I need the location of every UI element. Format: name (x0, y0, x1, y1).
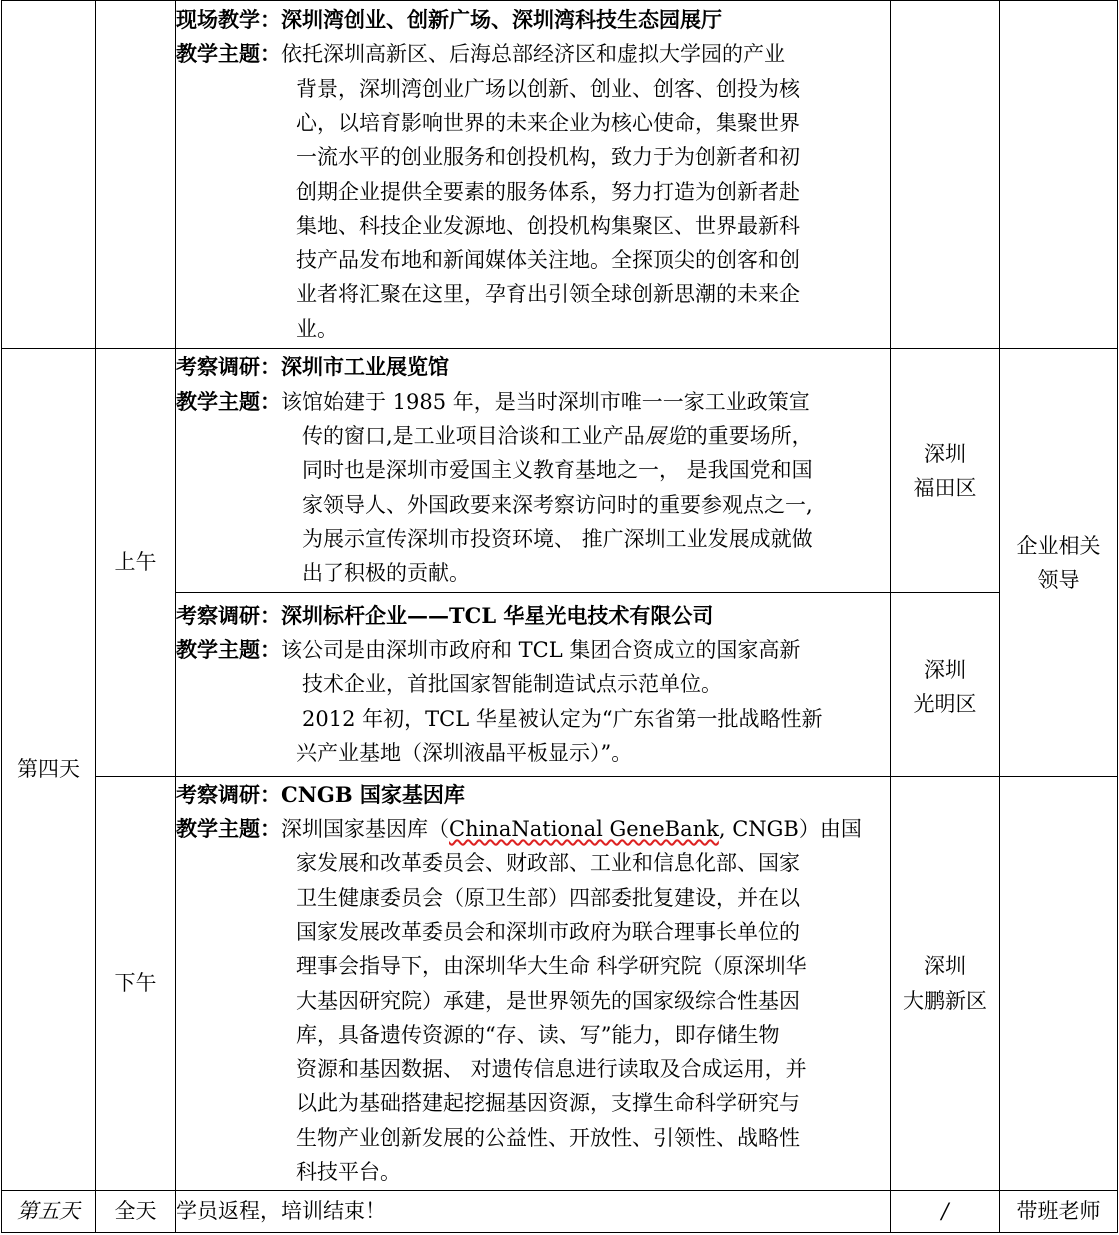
theme-text: 资源和基因数据、 对遗传信息进行读取及合成运用，并 (296, 1057, 807, 1082)
day-cell (2, 1, 96, 349)
leader-line: 领导 (1037, 568, 1080, 593)
location-line: 福田区 (913, 476, 977, 501)
theme-text: 卫生健康委员会（原卫生部）四部委批复建设，并在以 (296, 885, 800, 910)
time-label: 全天 (114, 1199, 157, 1224)
table-row (2, 349, 1118, 593)
theme-line (176, 812, 890, 846)
location-line: 光明区 (913, 692, 977, 717)
location-cell (891, 593, 1000, 777)
leader-cell (1000, 349, 1118, 777)
theme-text: 业。 (296, 316, 338, 341)
visit-type-label: 考察调研： (176, 354, 281, 380)
visit-title: CNGB 国家基因库 (281, 781, 465, 807)
theme-text: 为展示宣传深圳市投资环境、 推广深圳工业发展成就做 (302, 526, 813, 551)
theme-text: 集地、科技企业发源地、创投机构集聚区、世界最新科 (296, 213, 800, 238)
visit-type-label: 考察调研： (176, 781, 281, 807)
time-label: 上午 (114, 550, 157, 575)
location-line: 大鹏新区 (903, 988, 987, 1013)
theme-text: 传的窗口,是工业项目洽谈和工业产品展览的重要场所， (302, 424, 813, 449)
theme-body (176, 667, 890, 770)
theme-text: 大基因研究院）承建，是世界领先的国家级综合性基因 (296, 988, 800, 1013)
theme-text: 理事会指导下，由深圳华大生命 科学研究院（原深圳华 (296, 954, 807, 979)
theme-label: 教学主题： (176, 637, 281, 663)
spellcheck-underlined-text: ChinaNational GeneBank (449, 817, 719, 842)
location-line: 深圳 (924, 658, 966, 682)
visit-heading (176, 3, 890, 37)
theme-text: 库，具备遗传资源的“存、读、写”能力，即存储生物 (296, 1022, 780, 1047)
theme-text: 背景，深圳湾创业广场以创新、创业、创客、创投为核 (296, 76, 800, 101)
table-row (2, 1, 1118, 349)
schedule-table (1, 0, 1118, 1233)
time-cell (96, 1191, 176, 1233)
leader-line: 带班老师 (1016, 1199, 1101, 1224)
leader-cell (1000, 1, 1118, 349)
theme-text: 家领导人、外国政要来深考察访问时的重要参观点之一, (302, 492, 813, 517)
theme-text: 以此为基础搭建起挖掘基因资源，支撑生命科学研究与 (296, 1091, 800, 1116)
visit-title: 深圳标杆企业——TCL 华星光电技术有限公司 (281, 602, 714, 628)
table-row (2, 777, 1118, 1191)
theme-text: 生物产业创新发展的公益性、开放性、引领性、战略性 (296, 1125, 800, 1150)
content-cell (176, 593, 891, 777)
visit-type-label: 现场教学： (176, 7, 281, 33)
theme-text: 同时也是深圳市爱国主义教育基地之一， 是我国党和国 (302, 458, 813, 483)
leader-cell (1000, 777, 1118, 1191)
theme-text: 业者将汇聚在这里，孕育出引领全球创新思潮的未来企 (296, 282, 800, 307)
theme-label: 教学主题： (176, 388, 281, 414)
location-cell (891, 1191, 1000, 1233)
content-cell (176, 349, 891, 593)
day-label: 第四天 (17, 757, 80, 782)
time-cell (96, 349, 176, 777)
closing-text: 学员返程，培训结束！ (176, 1199, 386, 1224)
leader-cell (1000, 1191, 1118, 1233)
location-line: 深圳 (924, 442, 966, 466)
visit-type-label: 考察调研： (176, 602, 281, 628)
theme-body (176, 846, 890, 1189)
theme-text: 2012 年初，TCL 华星被认定为“广东省第一批战略性新 (302, 706, 823, 731)
theme-body (176, 72, 890, 346)
location-cell (891, 1, 1000, 349)
theme-text: 出了积极的贡献。 (302, 561, 470, 586)
location-cell (891, 777, 1000, 1191)
visit-heading (176, 599, 890, 633)
time-cell (96, 777, 176, 1191)
leader-line: 企业相关 (1016, 534, 1101, 558)
theme-text: 心，以培育影响世界的未来企业为核心使命，集聚世界 (296, 110, 800, 135)
table-row (2, 1191, 1118, 1233)
theme-text: 技产品发布地和新闻媒体关注地。全探顶尖的创客和创 (296, 248, 800, 273)
theme-body (176, 419, 890, 590)
day-cell (2, 1191, 96, 1233)
day-label: 第五天 (17, 1199, 80, 1224)
visit-title: 深圳市工业展览馆 (281, 354, 449, 380)
theme-text: 兴产业基地（深圳液晶平板显示）”。 (296, 740, 633, 765)
theme-line (176, 385, 890, 419)
theme-text: 创期企业提供全要素的服务体系，努力打造为创新者赴 (296, 179, 800, 204)
theme-text: 科技平台。 (296, 1159, 401, 1184)
visit-heading (176, 350, 890, 384)
theme-line (176, 37, 890, 71)
location-cell (891, 349, 1000, 593)
theme-text: 深圳国家基因库（ChinaNational GeneBank, CNGB）由国 (281, 817, 862, 842)
location-line: / (941, 1199, 949, 1224)
content-cell (176, 1, 891, 349)
time-cell (96, 1, 176, 349)
italic-word: 展览 (644, 424, 687, 449)
location-line: 深圳 (924, 954, 966, 979)
theme-label: 教学主题： (176, 816, 281, 842)
day-cell (2, 349, 96, 1191)
visit-heading (176, 778, 890, 812)
theme-text: 该馆始建于 1985 年，是当时深圳市唯一一家工业政策宣 (281, 389, 810, 414)
theme-text: 依托深圳高新区、后海总部经济区和虚拟大学园的产业 (281, 42, 785, 67)
theme-text: 国家发展改革委员会和深圳市政府为联合理事长单位的 (296, 919, 800, 944)
theme-text: 一流水平的创业服务和创投机构，致力于为创新者和初 (296, 145, 800, 170)
theme-label: 教学主题： (176, 41, 281, 67)
theme-text: 家发展和改革委员会、财政部、工业和信息化部、国家 (296, 851, 800, 876)
content-cell (176, 777, 891, 1191)
theme-text: 技术企业，首批国家智能制造试点示范单位。 (302, 672, 722, 697)
content-cell (176, 1191, 891, 1233)
theme-text: 该公司是由深圳市政府和 TCL 集团合资成立的国家高新 (281, 638, 801, 663)
theme-line (176, 633, 890, 667)
visit-title: 深圳湾创业、创新广场、深圳湾科技生态园展厅 (281, 7, 722, 33)
time-label: 下午 (114, 971, 157, 996)
